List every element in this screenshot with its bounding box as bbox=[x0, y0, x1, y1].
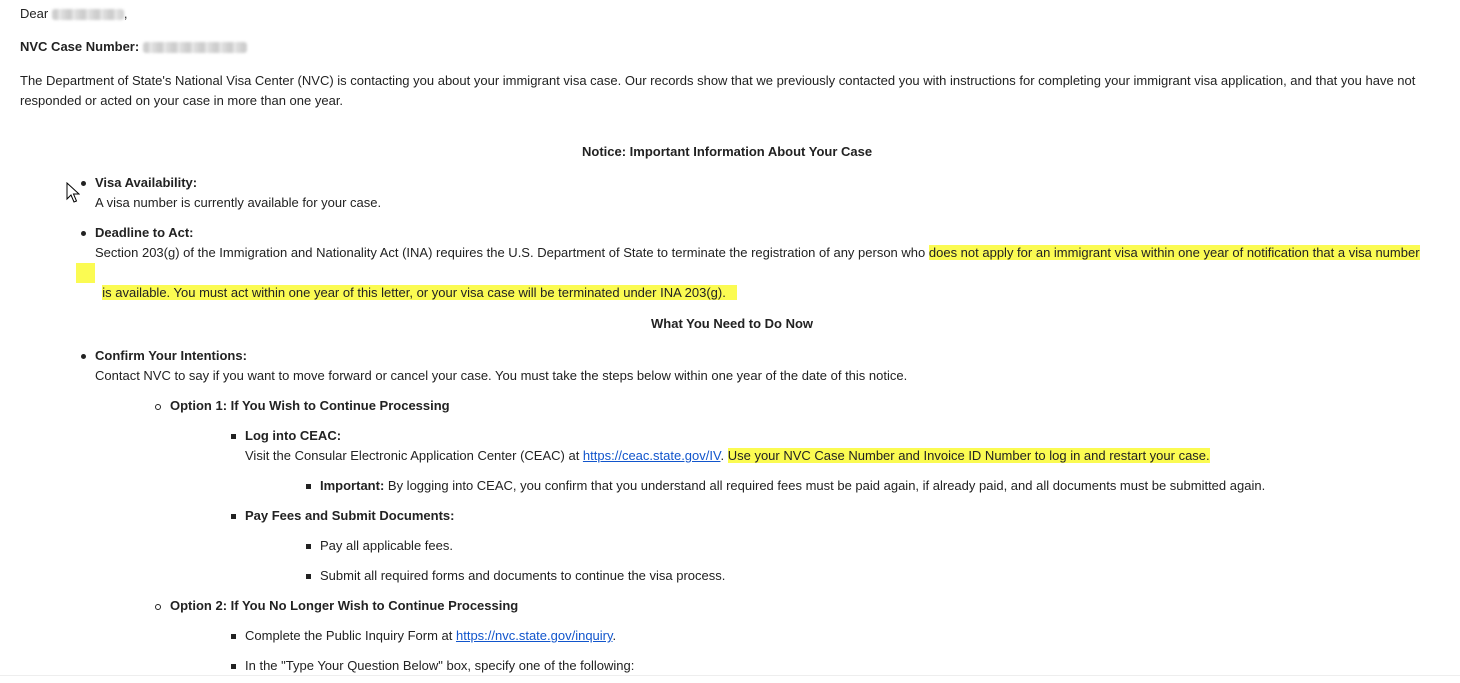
mouse-pointer-icon bbox=[66, 182, 80, 204]
pay-item-1: Pay all applicable fees. bbox=[320, 538, 453, 553]
ceac-line bbox=[245, 446, 1210, 466]
bullet-square bbox=[306, 574, 311, 579]
ceac-title: Log into CEAC: bbox=[245, 428, 342, 443]
deadline-highlight-2: is available. You must act within one year of this letter, or your visa case will be terminated under INA 203(g). bbox=[102, 285, 737, 300]
important-label: Important: bbox=[320, 478, 385, 493]
option1-title: Option 1: If You Wish to Continue Processing bbox=[170, 398, 450, 413]
redacted-case-number bbox=[143, 42, 247, 53]
notice-heading: Notice: Important Information About Your Case bbox=[582, 144, 873, 159]
bullet-square bbox=[306, 544, 311, 549]
pay-title: Pay Fees and Submit Documents: bbox=[245, 508, 455, 523]
form-text: Complete the Public Inquiry Form at bbox=[245, 628, 456, 643]
pay-item-2: Submit all required forms and documents to continue the visa process. bbox=[320, 568, 726, 583]
bullet-disc bbox=[81, 231, 86, 236]
confirm-title: Confirm Your Intentions: bbox=[95, 348, 247, 363]
bullet-disc bbox=[81, 354, 86, 359]
bullet-square bbox=[231, 434, 236, 439]
deadline-text: Section 203(g) of the Immigration and Nationality Act (INA) requires the U.S. Department of State to terminate the registration of any person who bbox=[95, 245, 929, 260]
bullet-square bbox=[231, 514, 236, 519]
case-number-label: NVC Case Number: bbox=[20, 39, 140, 54]
redacted-name bbox=[52, 9, 124, 20]
deadline-line-1 bbox=[95, 243, 1420, 263]
option2-title: Option 2: If You No Longer Wish to Continue Processing bbox=[170, 598, 519, 613]
greeting-prefix: Dear bbox=[20, 6, 49, 21]
greeting bbox=[20, 4, 127, 24]
visa-availability-text: A visa number is currently available for your case. bbox=[95, 195, 382, 210]
important-text: By logging into CEAC, you confirm that you understand all required fees must be paid again, if already paid, and all documents must be submitted again. bbox=[384, 478, 1266, 493]
bullet-square bbox=[306, 484, 311, 489]
highlight-margin bbox=[76, 263, 95, 283]
ceac-link[interactable]: https://ceac.state.gov/IV bbox=[582, 448, 721, 463]
greeting-suffix: , bbox=[123, 6, 128, 21]
form-line bbox=[245, 626, 616, 646]
case-number bbox=[20, 37, 247, 57]
form-text-after: . bbox=[612, 628, 617, 643]
deadline-title: Deadline to Act: bbox=[95, 225, 194, 240]
bullet-circle bbox=[155, 404, 161, 410]
intro-line-1: The Department of State's National Visa Center (NVC) is contacting you about your immigrant visa case. Our records show that we previously contacted you with instructions for completing your immigrant visa application, and that you have not bbox=[20, 73, 1416, 88]
ceac-highlight: Use your NVC Case Number and Invoice ID Number to log in and restart your case. bbox=[727, 448, 1210, 463]
type-question-text: In the "Type Your Question Below" box, specify one of the following: bbox=[245, 658, 635, 673]
important-line bbox=[320, 476, 1265, 496]
deadline-line-2 bbox=[95, 263, 737, 303]
bullet-circle bbox=[155, 604, 161, 610]
bullet-square bbox=[231, 634, 236, 639]
bullet-square bbox=[231, 664, 236, 669]
ceac-text-after: . bbox=[720, 448, 728, 463]
visa-availability-title: Visa Availability: bbox=[95, 175, 198, 190]
confirm-text: Contact NVC to say if you want to move forward or cancel your case. You must take the steps below within one year of the date of this notice. bbox=[95, 368, 908, 383]
divider bbox=[0, 675, 1460, 676]
todo-heading: What You Need to Do Now bbox=[651, 316, 814, 331]
ceac-text: Visit the Consular Electronic Application Center (CEAC) at bbox=[245, 448, 583, 463]
inquiry-link[interactable]: https://nvc.state.gov/inquiry bbox=[455, 628, 613, 643]
intro-line-2: responded or acted on your case in more than one year. bbox=[20, 93, 344, 108]
bullet-disc bbox=[81, 181, 86, 186]
deadline-highlight: does not apply for an immigrant visa within one year of notification that a visa number bbox=[928, 245, 1420, 260]
